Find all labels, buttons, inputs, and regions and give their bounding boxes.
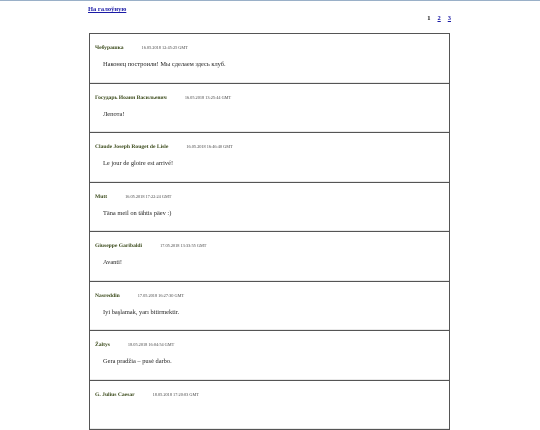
comment-item: [89, 182, 450, 232]
comment-date: 16.05.2018 12:45:25 GMT: [141, 45, 188, 50]
comment-item: [89, 281, 450, 331]
comment-date: 18.05.2018 16:04:54 GMT: [127, 342, 175, 347]
comment-author: Claude Joseph Rouget de Lisle: [95, 144, 169, 150]
home-link[interactable]: На галоўную: [88, 6, 127, 13]
pagination: [427, 15, 451, 22]
comment-date: 16.05.2018 16:46:40 GMT: [186, 144, 233, 149]
comment-item: [89, 330, 450, 380]
comment-list: [89, 33, 450, 429]
comment-text: Наконец построили! Мы сделаем здесь клуб.: [103, 61, 226, 68]
comment-text: Täna meil on tähtis päev :): [103, 209, 172, 217]
comment-item: [89, 231, 450, 281]
comment-author: Giuseppe Garibaldi: [95, 243, 143, 249]
comment-item: [89, 33, 450, 83]
comment-text: Le jour de gloire est arrivé!: [103, 160, 174, 167]
comment-author: G. Julius Caesar: [95, 391, 135, 398]
page-link-2[interactable]: 2: [437, 15, 441, 22]
comment-author: Чебурашка: [95, 45, 124, 51]
comment-author: Nasreddin: [95, 292, 120, 299]
comment-text: Gera pradžia – pusė darbo.: [103, 358, 172, 365]
comment-text: Лепота!: [103, 110, 125, 118]
page-current: 1: [427, 15, 431, 22]
comment-author: Mutt: [95, 193, 108, 200]
comment-item: [89, 132, 450, 182]
comment-text: Avanti!: [103, 259, 123, 266]
comment-date: 16.05.2018 13:25:44 GMT: [184, 94, 232, 100]
page-link-3[interactable]: 3: [447, 15, 451, 22]
comment-date: 17.05.2018 13:33:55 GMT: [160, 243, 207, 248]
comment-date: 16.05.2018 17:22:24 GMT: [125, 193, 172, 199]
comment-author: Žaltys: [95, 342, 110, 348]
comment-text: Iyi başlamak, yarı bitirmektir.: [103, 308, 180, 316]
comment-author: Государь Иоанн Васильевич: [95, 94, 167, 101]
comment-item: [89, 83, 450, 133]
comment-item: [89, 380, 450, 430]
comment-date: 17.05.2018 16:27:30 GMT: [137, 292, 185, 298]
comment-date: 18.05.2018 17:20:03 GMT: [152, 391, 199, 397]
